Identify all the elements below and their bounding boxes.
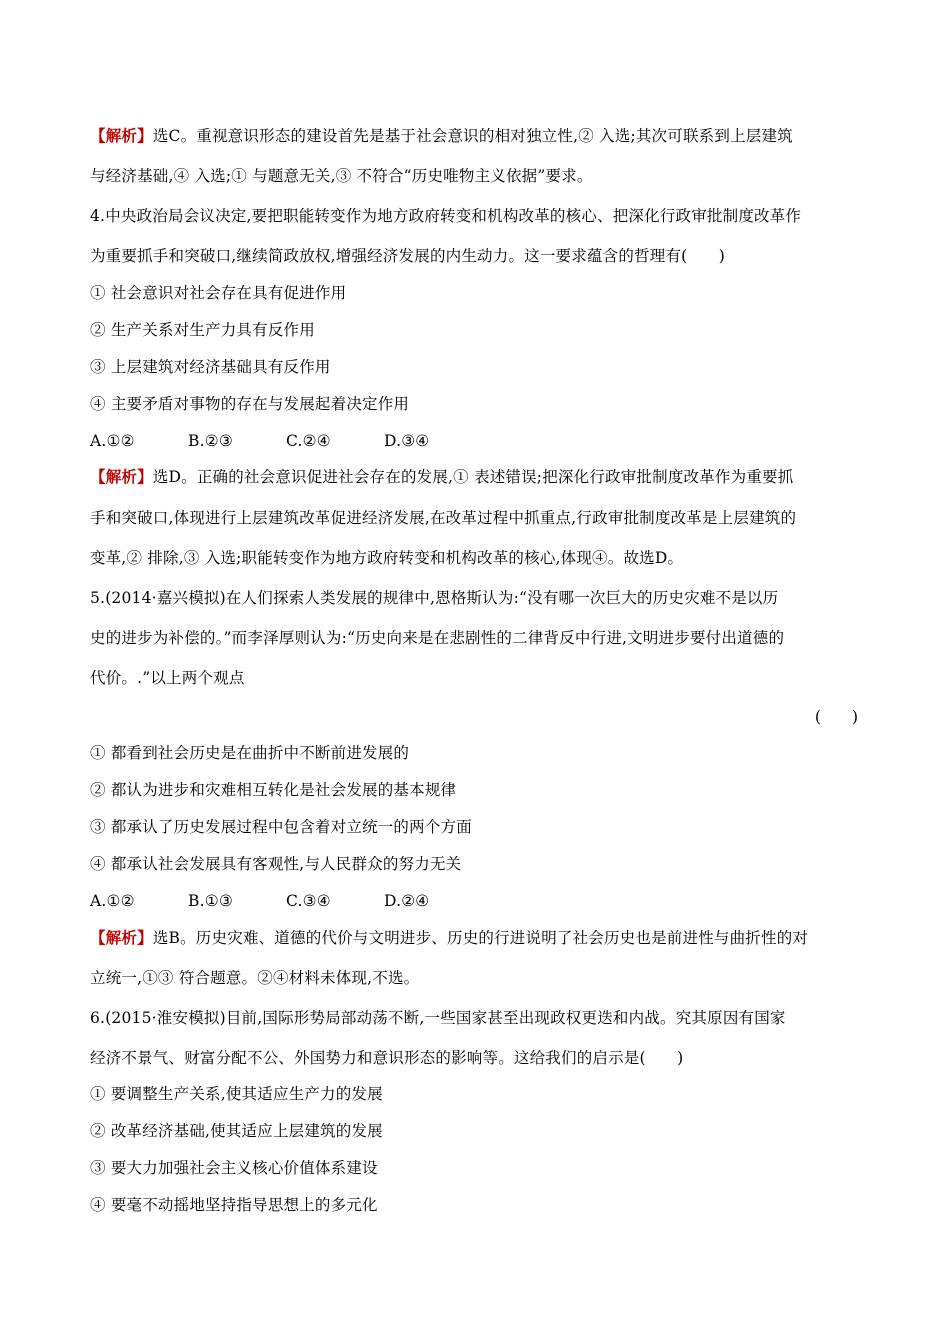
- question-4-item-4: ④ 主要矛盾对事物的存在与发展起着决定作用: [90, 395, 410, 413]
- question-5-item-4: ④ 都承认社会发展具有客观性,与人民群众的努力无关: [90, 855, 462, 873]
- analysis-paragraph-q4-line1: [90, 467, 870, 487]
- option-a: A.①②: [90, 892, 135, 910]
- question-5-item-1: ① 都看到社会历史是在曲折中不断前进发展的: [90, 744, 410, 762]
- analysis-paragraph-q4-line3: 变革,② 排除,③ 入选;职能转变作为地方政府转变和机构改革的核心,体现④。故选D。: [90, 549, 684, 567]
- question-4-stem-line1: 4.中央政治局会议决定,要把职能转变作为地方政府转变和机构改革的核心、把深化行政审批制度改革作: [90, 207, 802, 225]
- analysis-paragraph-q3-line1: [90, 126, 870, 146]
- question-5-stem-line1: 5.(2014·嘉兴模拟)在人们探索人类发展的规律中,恩格斯认为:“没有哪一次巨大的历史灾难不是以历: [90, 589, 779, 607]
- question-6-stem-line1: 6.(2015·淮安模拟)目前,国际形势局部动荡不断,一些国家甚至出现政权更迭和内战。究其原因有国家: [90, 1009, 786, 1027]
- analysis-paragraph-q5-line1: [90, 928, 870, 948]
- question-5-options: [90, 891, 870, 911]
- question-4-stem-line2: 为重要抓手和突破口,继续简政放权,增强经济发展的内生动力。这一要求蕴含的哲理有( ): [90, 247, 726, 265]
- question-4-item-3: ③ 上层建筑对经济基础具有反作用: [90, 358, 331, 376]
- option-b: B.②③: [188, 432, 233, 450]
- analysis-text: 选B。历史灾难、道德的代价与文明进步、历史的行进说明了社会历史也是前进性与曲折性的对: [152, 929, 809, 947]
- option-c: C.③④: [286, 892, 331, 910]
- option-d: D.②④: [384, 892, 430, 910]
- option-c: C.②④: [286, 432, 331, 450]
- question-4-item-2: ② 生产关系对生产力具有反作用: [90, 321, 315, 339]
- option-b: B.①③: [188, 892, 233, 910]
- question-6-item-4: ④ 要毫不动摇地坚持指导思想上的多元化: [90, 1196, 378, 1214]
- question-5-item-3: ③ 都承认了历史发展过程中包含着对立统一的两个方面: [90, 818, 472, 836]
- question-4-item-1: ① 社会意识对社会存在具有促进作用: [90, 284, 347, 302]
- question-5-item-2: ② 都认为进步和灾难相互转化是社会发展的基本规律: [90, 781, 457, 799]
- analysis-tag: 【解析】: [90, 928, 153, 947]
- analysis-tag: 【解析】: [90, 126, 153, 145]
- question-4-options: [90, 431, 870, 451]
- question-5-stem-line3: 代价。.”以上两个观点: [90, 669, 245, 687]
- question-6-item-2: ② 改革经济基础,使其适应上层建筑的发展: [90, 1122, 383, 1140]
- analysis-paragraph-q5-line2: 立统一,①③ 符合题意。②④材料未体现,不选。: [90, 969, 420, 987]
- question-5-answer-paren: ( ): [814, 708, 858, 726]
- analysis-paragraph-q3-line2: 与经济基础,④ 入选;① 与题意无关,③ 不符合“历史唯物主义依据”要求。: [90, 167, 593, 185]
- analysis-tag: 【解析】: [90, 467, 153, 486]
- analysis-text: 选C。重视意识形态的建设首先是基于社会意识的相对独立性,② 入选;其次可联系到上层建筑: [152, 127, 793, 145]
- question-6-stem-line2: 经济不景气、财富分配不公、外国势力和意识形态的影响等。这给我们的启示是( ): [90, 1049, 684, 1067]
- analysis-paragraph-q4-line2: 手和突破口,体现进行上层建筑改革促进经济发展,在改革过程中抓重点,行政审批制度改革是上层建筑的: [90, 509, 797, 527]
- question-6-item-1: ① 要调整生产关系,使其适应生产力的发展: [90, 1085, 383, 1103]
- option-a: A.①②: [90, 432, 135, 450]
- analysis-text: 选D。正确的社会意识促进社会存在的发展,① 表述错误;把深化行政审批制度改革作为重要抓: [152, 468, 794, 486]
- question-6-item-3: ③ 要大力加强社会主义核心价值体系建设: [90, 1159, 378, 1177]
- question-5-stem-line2: 史的进步为补偿的。”而李泽厚则认为:“历史向来是在悲剧性的二律背反中行进,文明进步要付出道德的: [90, 629, 785, 647]
- option-d: D.③④: [384, 432, 430, 450]
